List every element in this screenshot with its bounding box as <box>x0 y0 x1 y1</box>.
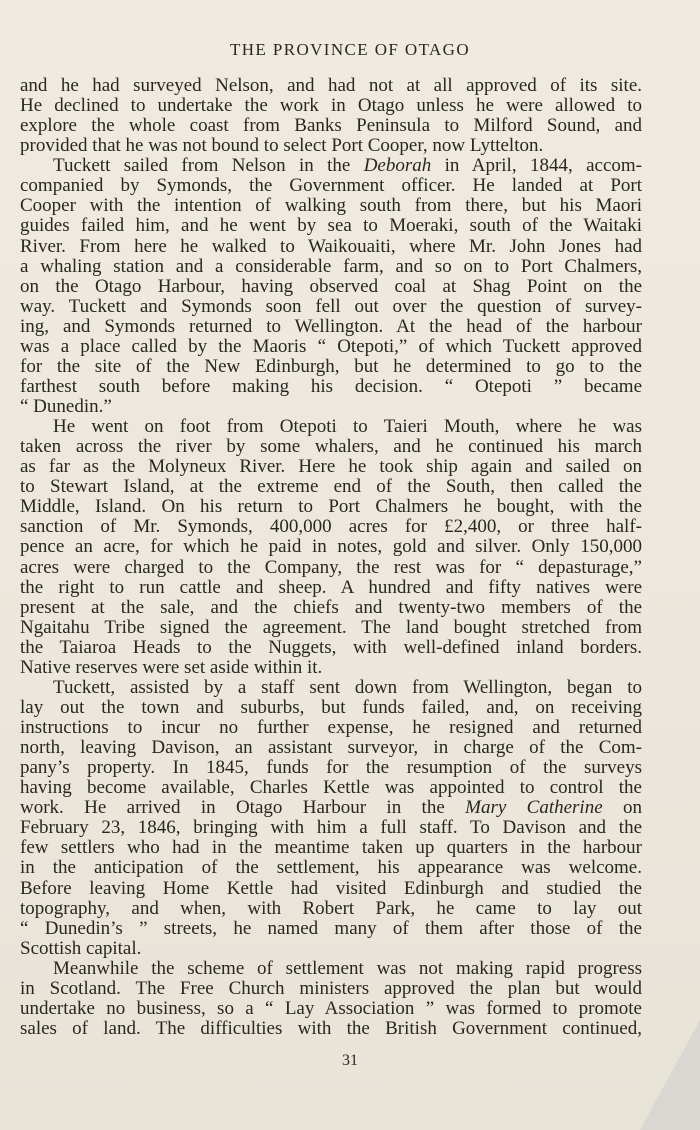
running-header: THE PROVINCE OF OTAGO <box>229 40 471 59</box>
text-line <box>20 1019 642 1039</box>
text-run: pence an acre, for which he paid in notes, gold and silver. Only 150,000 <box>20 536 642 558</box>
text-line <box>20 357 642 377</box>
text-run: He went on foot from Otepoti to Taieri Mouth, where he was <box>53 416 642 438</box>
text-line <box>20 558 642 578</box>
text-line <box>20 317 642 337</box>
text-run: for the site of the New Edinburgh, but he determined to go to the <box>20 355 642 377</box>
text-run: in the anticipation of the settlement, his appearance was welcome. <box>20 857 642 879</box>
text-run: Ngaitahu Tribe signed the agreement. The land bought stretched from <box>20 616 642 638</box>
text-run: acres were charged to the Company, the rest was for “ depasturage,” <box>20 556 642 578</box>
text-line <box>20 999 642 1019</box>
text-run: Middle, Island. On his return to Port Chalmers he bought, with the <box>20 496 642 518</box>
text-run: sales of land. The difficulties with the British Government continued, <box>20 1017 642 1039</box>
text-line <box>20 257 642 277</box>
text-line <box>20 738 642 758</box>
text-line <box>20 196 642 216</box>
text-run: the Taiaroa Heads to the Nuggets, with well-defined inland borders. <box>20 636 642 658</box>
text-run: taken across the river by some whalers, and he continued his march <box>20 436 642 458</box>
text-line <box>20 658 642 678</box>
text-line <box>20 297 642 317</box>
text-line <box>20 136 642 156</box>
text-run: on <box>602 797 643 819</box>
text-run: Native reserves were set aside within it. <box>20 656 323 678</box>
text-run: few settlers who had in the meantime taken up quarters in the harbour <box>20 837 642 859</box>
text-line <box>20 537 642 557</box>
text-run: as far as the Molyneux River. Here he took ship again and sailed on <box>20 456 642 478</box>
text-run: provided that he was not bound to select Port Cooper, now Lyttelton. <box>20 135 544 157</box>
text-run: He declined to undertake the work in Otago unless he were allowed to <box>20 95 642 117</box>
text-run: February 23, 1846, bringing with him a full staff. To Davison and the <box>20 817 642 839</box>
text-line <box>20 979 642 999</box>
text-run: undertake no business, so a “ Lay Association ” was formed to promote <box>20 997 642 1019</box>
text-run: ing, and Symonds returned to Wellington. At the head of the harbour <box>20 315 642 337</box>
text-run: present at the sale, and the chiefs and twenty-two members of the <box>20 596 642 618</box>
text-run: “ Dunedin.” <box>20 396 112 417</box>
text-line <box>20 578 642 598</box>
text-run: Scottish capital. <box>20 937 142 959</box>
text-run: on the Otago Harbour, having observed coal at Shag Point on the <box>20 275 642 297</box>
text-line <box>20 377 642 397</box>
text-run: topography, and when, with Robert Park, he came to lay out <box>20 897 642 919</box>
text-line <box>20 96 642 116</box>
text-run: explore the whole coast from Banks Peninsula to Milford Sound, and <box>20 115 642 137</box>
text-line <box>20 818 642 838</box>
text-line <box>20 678 642 698</box>
text-line <box>20 337 642 357</box>
text-line <box>20 277 642 297</box>
text-line <box>20 698 642 718</box>
text-line <box>20 457 642 477</box>
italic-ship-name: Mary Catherine <box>465 797 603 819</box>
text-line <box>20 919 642 939</box>
text-run: guides failed him, and he went by sea to Moeraki, south of the Waitaki <box>20 215 642 237</box>
text-line <box>20 879 642 899</box>
text-run: companied by Symonds, the Government officer. He landed at Port <box>20 175 642 197</box>
text-line <box>20 798 642 818</box>
text-line <box>20 778 642 798</box>
text-run: Tuckett, assisted by a staff sent down from Wellington, began to <box>53 676 642 698</box>
text-run: was a place called by the Maoris “ Otepoti,” of which Tuckett approved <box>20 335 642 357</box>
text-line <box>20 237 642 257</box>
text-line <box>20 477 642 497</box>
text-run: Cooper with the intention of walking south from there, but his Maori <box>20 195 642 217</box>
text-run: and he had surveyed Nelson, and had not at all approved of its site. <box>20 75 642 96</box>
text-run: a whaling station and a considerable farm, and so on to Port Chalmers, <box>20 255 642 277</box>
text-run: River. From here he walked to Waikouaiti, where Mr. John Jones had <box>20 235 642 257</box>
text-run: pany’s property. In 1845, funds for the resumption of the surveys <box>20 757 642 779</box>
text-run: instructions to incur no further expense, he resigned and returned <box>20 717 642 738</box>
text-run: having become available, Charles Kettle was appointed to control the <box>20 777 642 799</box>
text-line <box>20 959 642 979</box>
text-line <box>20 176 642 196</box>
text-line <box>20 758 642 778</box>
page-corner-shadow <box>640 1020 700 1130</box>
text-line <box>20 156 642 176</box>
text-line <box>20 939 642 959</box>
text-line <box>20 618 642 638</box>
body-text <box>20 76 642 1039</box>
text-run: sanction of Mr. Symonds, 400,000 acres for £2,400, or three half- <box>20 516 642 538</box>
text-run: work. He arrived in Otago Harbour in the <box>20 797 466 819</box>
text-line <box>20 598 642 618</box>
text-run: “ Dunedin’s ” streets, he named many of them after those of the <box>20 917 642 939</box>
text-run: Before leaving Home Kettle had visited Edinburgh and studied the <box>20 877 642 899</box>
text-run: in April, 1844, accom- <box>431 155 642 177</box>
text-run: north, leaving Davison, an assistant surveyor, in charge of the Com- <box>20 737 642 759</box>
text-line <box>20 899 642 919</box>
text-line <box>20 397 642 417</box>
text-line <box>20 76 642 96</box>
text-line <box>20 116 642 136</box>
text-run: in Scotland. The Free Church ministers approved the plan but would <box>20 977 642 999</box>
text-line <box>20 497 642 517</box>
text-run: Meanwhile the scheme of settlement was not making rapid progress <box>53 957 642 979</box>
text-run: to Stewart Island, at the extreme end of the South, then called the <box>20 476 642 498</box>
text-run: lay out the town and suburbs, but funds failed, and, on receiving <box>20 696 642 718</box>
text-run: way. Tuckett and Symonds soon fell out over the question of survey- <box>20 295 642 317</box>
text-line <box>20 216 642 236</box>
text-line <box>20 858 642 878</box>
text-line <box>20 517 642 537</box>
text-line <box>20 417 642 437</box>
text-line <box>20 638 642 658</box>
italic-ship-name: Deborah <box>363 155 432 177</box>
text-line <box>20 718 642 738</box>
text-run: the right to run cattle and sheep. A hundred and fifty natives were <box>20 576 642 598</box>
text-run: Tuckett sailed from Nelson in the <box>53 155 364 177</box>
text-line <box>20 838 642 858</box>
text-run: farthest south before making his decision. “ Otepoti ” became <box>20 375 642 397</box>
text-line <box>20 437 642 457</box>
page-number: 31 <box>342 1052 358 1069</box>
